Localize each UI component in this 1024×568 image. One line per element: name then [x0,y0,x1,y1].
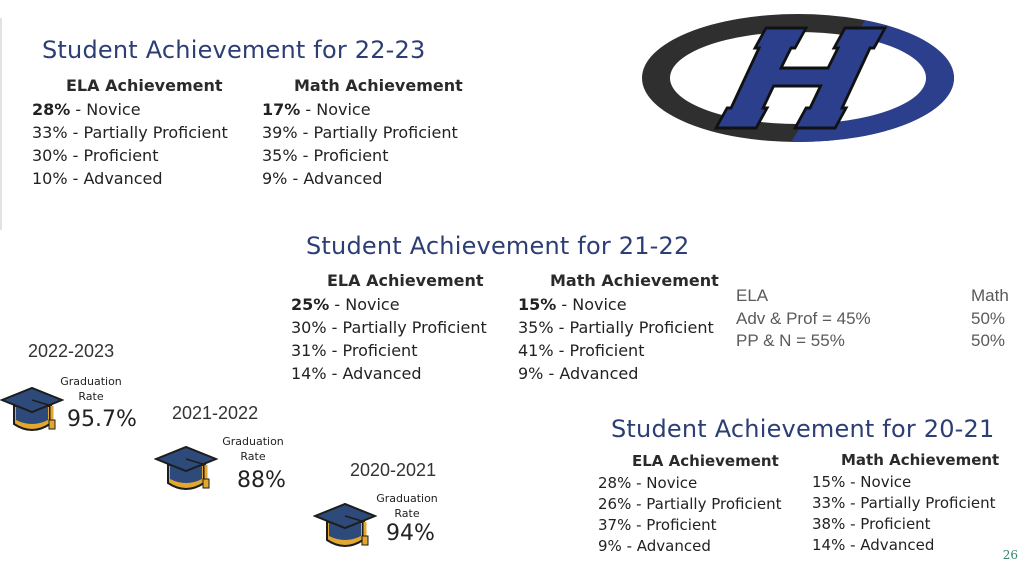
list-item: 14% - Advanced [291,364,422,383]
summary-math-heading: Math [971,286,1009,305]
list-item: 10% - Advanced [32,169,163,188]
summary-row1-math: 50% [971,309,1006,328]
list-item: 38% - Proficient [812,515,931,533]
section-title-2021: Student Achievement for 20-21 [611,415,995,443]
grad-value-2122: 88% [237,468,286,493]
section-title-2122: Student Achievement for 21-22 [306,232,690,260]
math-2021-heading: Math Achievement [841,451,1000,469]
ela-2021-heading: ELA Achievement [632,452,779,470]
list-item: 17% - Novice [262,100,371,119]
list-item: 9% - Advanced [518,364,639,383]
grad-year-2223: 2022-2023 [28,341,115,361]
list-item: 15% - Novice [518,295,627,314]
list-item: 33% - Partially Proficient [812,494,996,512]
list-item: 25% - Novice [291,295,400,314]
grad-year-2021: 2020-2021 [350,460,437,480]
summary-row2-math: 50% [971,331,1006,350]
ela-2223-heading: ELA Achievement [66,76,223,95]
summary-row1-label: Adv & Prof = 45% [736,309,871,328]
list-item: 14% - Advanced [812,536,935,554]
math-2122-column [518,271,719,385]
list-item: 35% - Proficient [262,146,389,165]
page-number: 26 [1002,548,1018,562]
list-item: 28% - Novice [32,100,141,119]
grad-label-2021: Graduation Rate [376,492,438,520]
list-item: 26% - Partially Proficient [598,495,782,513]
left-divider [0,18,2,230]
graduation-cap-icon [0,384,64,434]
graduation-cap-icon [313,500,377,550]
list-item: 30% - Proficient [32,146,159,165]
grad-value-2223: 95.7% [67,407,137,432]
math-2223-heading: Math Achievement [294,76,463,95]
ela-2021-column [598,452,782,557]
list-item: 35% - Partially Proficient [518,318,714,337]
list-item: 39% - Partially Proficient [262,123,458,142]
math-2122-heading: Math Achievement [550,271,719,290]
list-item: 28% - Novice [598,474,698,492]
list-item: 31% - Proficient [291,341,418,360]
list-item: 41% - Proficient [518,341,645,360]
grad-label-2122: Graduation Rate [222,435,284,463]
list-item: 30% - Partially Proficient [291,318,487,337]
ela-2223-column [32,76,228,190]
section-title-2223: Student Achievement for 22-23 [42,36,426,64]
list-item: 9% - Advanced [262,169,383,188]
graduation-cap-icon [154,443,218,493]
ela-2122-heading: ELA Achievement [327,271,484,290]
list-item: 37% - Proficient [598,516,717,534]
math-2021-column [812,451,999,556]
list-item: 15% - Novice [812,473,912,491]
ela-2122-column [291,271,487,385]
grad-year-2122: 2021-2022 [172,403,259,423]
grad-value-2021: 94% [386,521,435,546]
math-2223-column [262,76,463,190]
list-item: 9% - Advanced [598,537,711,555]
list-item: 33% - Partially Proficient [32,123,228,142]
summary-ela-heading: ELA [736,286,769,305]
letter-h-oval-logo [640,12,956,144]
grad-label-2223: Graduation Rate [60,375,122,403]
summary-row2-label: PP & N = 55% [736,331,845,350]
